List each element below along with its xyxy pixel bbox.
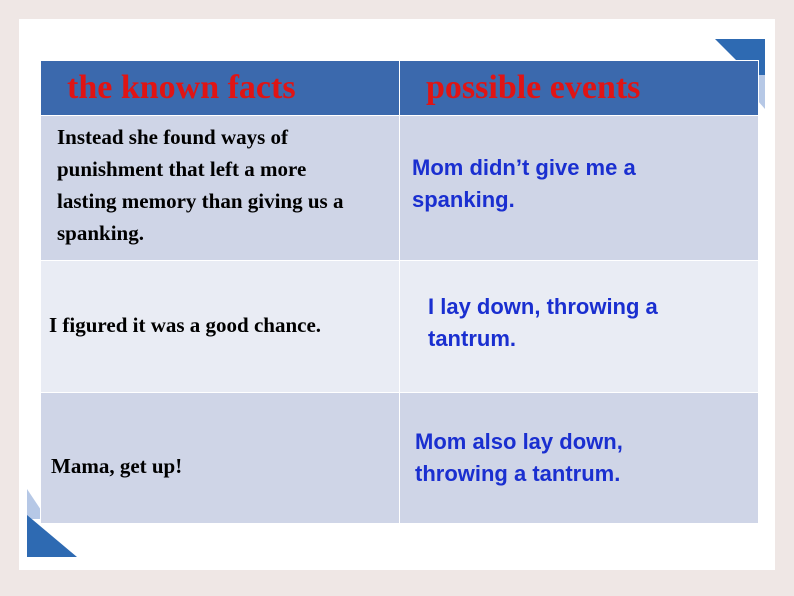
slide [19,19,775,570]
table-header-row [41,61,759,116]
event-line: Mom also lay down, [415,428,623,454]
fact-line: I figured it was a good chance. [49,313,322,338]
event-cell [400,392,759,523]
event-line: throwing a tantrum. [415,460,621,486]
fact-text [51,450,182,482]
event-cell [400,116,759,261]
event-text [412,152,636,216]
table-row [41,392,759,523]
event-text [428,291,658,355]
fact-cell [41,392,400,523]
fact-cell [41,261,400,392]
fact-line: spanking. [57,221,144,245]
event-cell [400,261,759,392]
facts-events-table [40,60,759,524]
fact-line: punishment that left a more [57,157,307,181]
fact-cell [41,116,400,261]
event-line: I lay down, throwing a [428,294,658,320]
fact-line: Mama, get up! [51,453,183,478]
fact-text [49,309,321,341]
event-line: Mom didn’t give me a [412,155,636,180]
event-text [415,426,623,490]
fact-line: lasting memory than giving us a [57,189,344,213]
event-line: tantrum. [428,326,516,352]
fact-text [57,121,427,249]
event-line: spanking. [412,187,515,212]
header-possible-events: possible events [400,61,759,116]
fact-line: Instead she found ways of [57,125,289,149]
header-known-facts: the known facts [41,61,400,116]
table-row [41,261,759,392]
table-row [41,116,759,261]
